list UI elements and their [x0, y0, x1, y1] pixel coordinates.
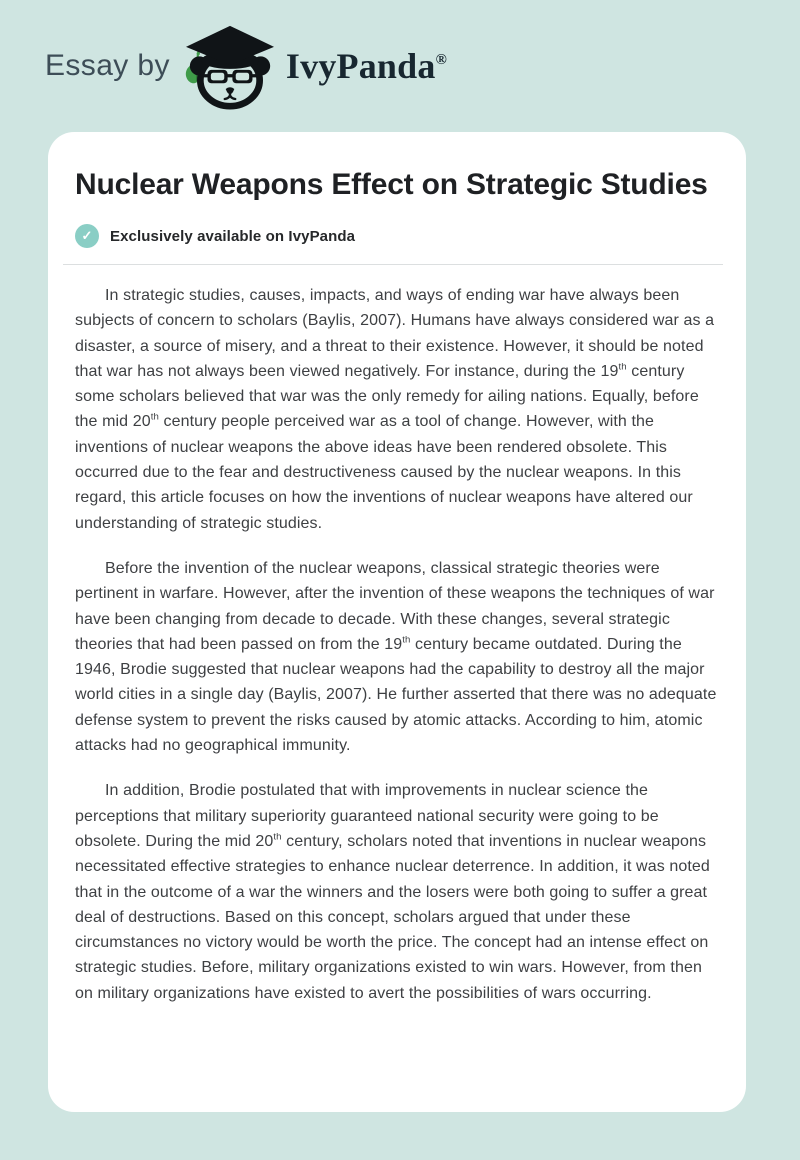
brand-text: IvyPanda: [285, 46, 436, 86]
essay-paragraph: Before the invention of the nuclear weapons, classical strategic theories were pertinent in warfare. However, after the invention of these weapons the techniques of war have been changing from decade to decade. With these changes, several strategic theories that had been passed on from the 19th century became outdated. During the 1946, Brodie suggested that nuclear weapons had the capability to destroy all the major world cities in a single day (Baylis, 2007). He further asserted that there was no adequate defense system to prevent the risks caused by atomic attacks. According to him, atomic attacks had no geographical immunity.: [75, 559, 717, 755]
ivypanda-logo-icon: [182, 22, 278, 110]
essay-card: [48, 132, 746, 1112]
divider: [63, 264, 723, 265]
check-icon: ✓: [75, 224, 99, 248]
essay-paragraph: In strategic studies, causes, impacts, and ways of ending war have always been subjects of concern to scholars (Baylis, 2007). Humans have always considered war as a disaster, a source of misery, and a threat to their existence. However, it should be noted that war has not always been viewed negatively. For instance, during the 19th century some scholars believed that war was the only remedy for ailing nations. Equally, before the mid 20th century people perceived war as a tool of change. However, with the inventions of nuclear weapons the above ideas have been rendered obsolete. This occurred due to the fear and destructiveness caused by the nuclear weapons. In this regard, this article focuses on how the inventions of nuclear weapons have altered our understanding of strategic studies.: [75, 287, 715, 532]
registered-mark: ®: [435, 52, 447, 68]
page-header: [0, 0, 800, 132]
essay-paragraph: In addition, Brodie postulated that with improvements in nuclear science the perceptions that military superiority guaranteed national security were going to be obsolete. During the mid 20th century, scholars noted that inventions in nuclear weapons necessitated effective strategies to enhance nuclear deterrence. In addition, it was noted that in the outcome of a war the winners and the losers were both going to suffer a great deal of destructions. Based on this concept, scholars argued that under these circumstances no victory would be worth the price. The concept had an intense effect on strategic studies. Before, military organizations existed to win wars. However, from then on military organizations have existed to avert the possibilities of wars occurring.: [75, 782, 710, 1002]
essay-title: Nuclear Weapons Effect on Strategic Studies: [75, 168, 708, 201]
availability-badge: [75, 224, 723, 248]
availability-badge-label: Exclusively available on IvyPanda: [110, 227, 356, 245]
essay-by-label: Essay by: [45, 49, 170, 82]
essay-body: [75, 283, 723, 1006]
brand-name: [286, 45, 447, 87]
